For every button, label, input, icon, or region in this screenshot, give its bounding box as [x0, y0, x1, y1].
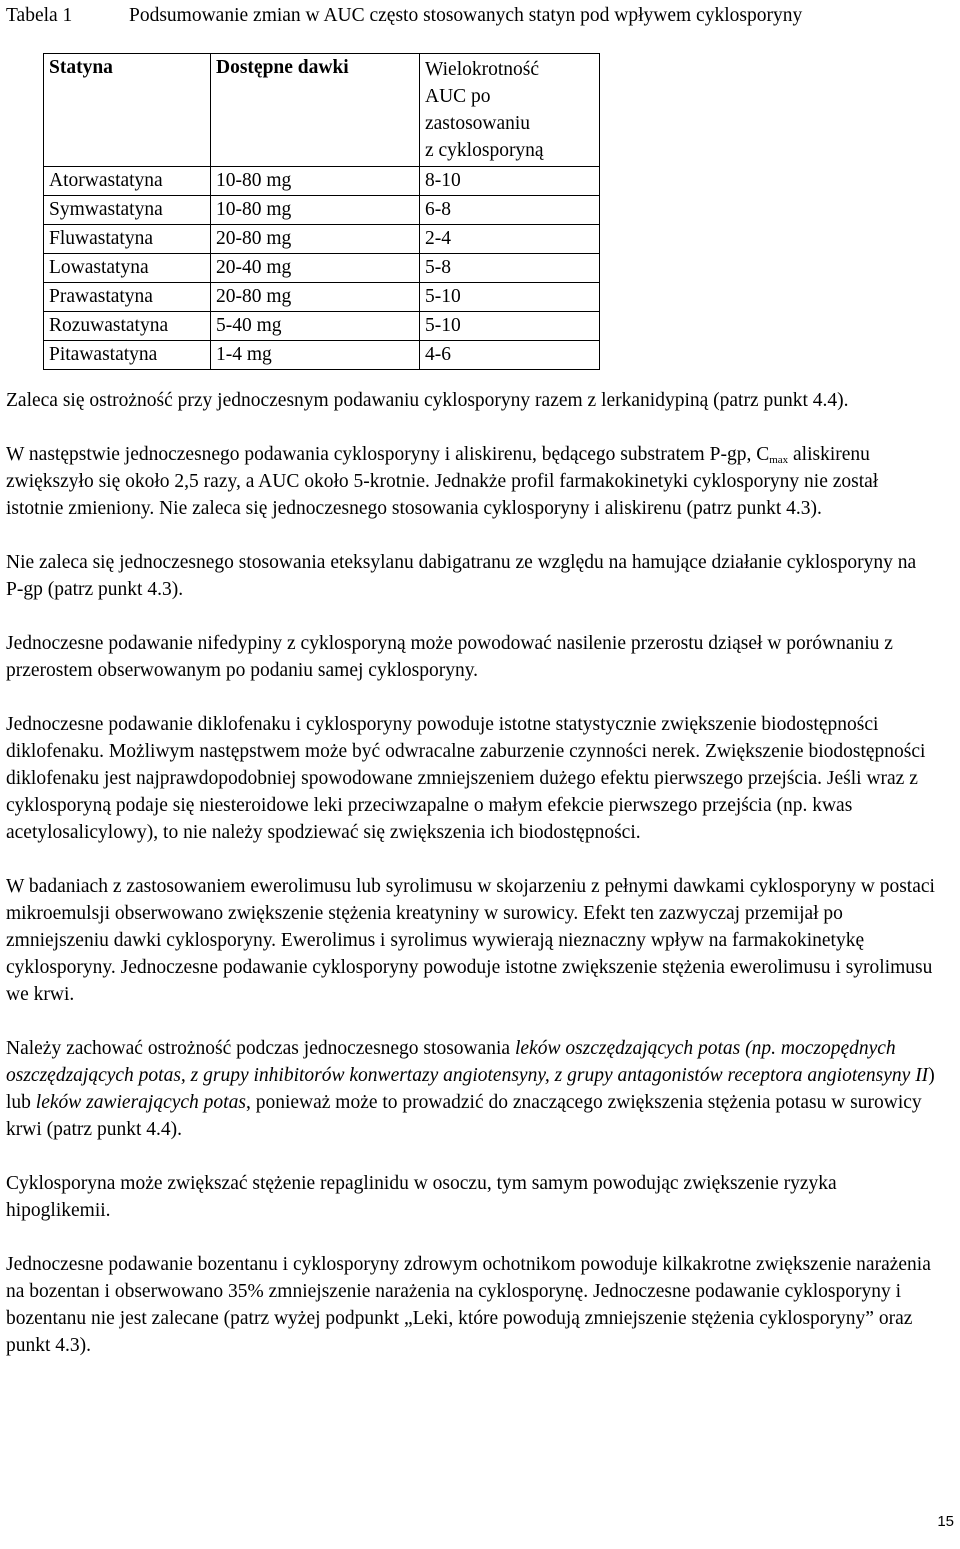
paragraph-potas: [6, 1035, 936, 1143]
cell-dawki: 10-80 mg: [211, 196, 420, 225]
paragraph-diklofenak: Jednoczesne podawanie diklofenaku i cyklosporyny powoduje istotne statystycznie zwiększenie biodostępności diklofenaku. Możliwym następstwem może być odwracalne zaburzenie czynności nerek. Zwiększenie biodostępności diklofenaku jest najprawdopodobniej spowodowane zmniejszeniem dużego efektu pierwszego przejścia. Jeśli wraz z cyklosporyną podaje się niesteroidowe leki przeciwzapalne o małym efekcie pierwszego przejścia (np. kwas acetylosalicylowy), to nie należy spodziewać się zwiększenia ich biodostępności.: [6, 714, 926, 843]
table-row: [44, 225, 600, 254]
cell-statyna: Fluwastatyna: [44, 225, 211, 254]
cmax-subscript: max: [769, 454, 789, 466]
page-number: 15: [937, 1513, 954, 1530]
paragraph-potas-italic-1: leków oszczędzających potas (np. moczopędnych oszczędzających potas, z grupy inhibitorów konwertazy angiotensyny, z grupy antagonistów receptora angiotensyny II: [6, 1038, 929, 1086]
cell-auc: 8-10: [420, 167, 600, 196]
cell-dawki: 20-40 mg: [211, 254, 420, 283]
paragraph-potas-part-a: Należy zachować ostrożność podczas jednoczesnego stosowania: [6, 1038, 515, 1059]
body-text: [6, 387, 936, 1386]
paragraph-bozentan: Jednoczesne podawanie bozentanu i cyklosporyny zdrowym ochotnikom powoduje kilkakrotne zwiększenie narażenia na bozentan i obserwowano 35% zmniejszenie narażenia na cyklosporynę. Jednoczesne podawanie cyklosporyny i bozentanu nie jest zalecane (patrz wyżej podpunkt „Leki, które powodują zmniejszenie stężenia cyklosporyny” oraz punkt 4.3).: [6, 1254, 931, 1356]
cell-auc: 6-8: [420, 196, 600, 225]
paragraph-potas-part-c: , ponieważ może to prowadzić do znaczącego zwiększenia stężenia potasu w surowicy krwi (patrz punkt 4.4).: [6, 1092, 922, 1140]
paragraph-lerkanidypina: Zaleca się ostrożność przy jednoczesnym podawaniu cyklosporyny razem z lerkanidypiną (patrz punkt 4.4).: [6, 390, 849, 411]
cell-statyna: Rozuwastatyna: [44, 312, 211, 341]
cell-statyna: Pitawastatyna: [44, 341, 211, 370]
table-row: [44, 254, 600, 283]
header-statyna: Statyna: [44, 54, 211, 167]
paragraph-potas-part-b: ) lub: [6, 1065, 935, 1113]
paragraph-aliskiren: [6, 441, 936, 522]
cell-statyna: Prawastatyna: [44, 283, 211, 312]
cell-auc: 5-10: [420, 312, 600, 341]
cell-auc: 5-8: [420, 254, 600, 283]
paragraph-potas-italic-2: leków zawierających potas: [35, 1092, 246, 1113]
cell-statyna: Lowastatyna: [44, 254, 211, 283]
cell-auc: 2-4: [420, 225, 600, 254]
table-row: [44, 167, 600, 196]
table-row: [44, 196, 600, 225]
table-label: Tabela 1: [6, 5, 73, 26]
paragraph-repaglinid: Cyklosporyna może zwiększać stężenie repaglinidu w osoczu, tym samym powodując zwiększenie ryzyka hipoglikemii.: [6, 1173, 837, 1221]
cell-dawki: 10-80 mg: [211, 167, 420, 196]
cell-auc: 5-10: [420, 283, 600, 312]
cell-dawki: 20-80 mg: [211, 283, 420, 312]
cell-statyna: Symwastatyna: [44, 196, 211, 225]
header-auc: Wielokrotność AUC po zastosowaniu z cyklosporyną: [420, 54, 600, 167]
paragraph-ewerolimus: W badaniach z zastosowaniem ewerolimusu lub syrolimusu w skojarzeniu z pełnymi dawkami cyklosporyny w postaci mikroemulsji obserwowano zwiększenie stężenia kreatyniny w surowicy. Efekt ten zazwyczaj przemijał po zmniejszeniu dawki cyklosporyny. Ewerolimus i syrolimus wywierają nieznaczny wpływ na farmakokinetykę cyklosporyny. Jednoczesne podawanie cyklosporyny powoduje istotne zwiększenie stężenia ewerolimusu i syrolimusu we krwi.: [6, 876, 935, 1005]
table-caption: [6, 2, 936, 29]
cell-dawki: 1-4 mg: [211, 341, 420, 370]
table-title: Podsumowanie zmian w AUC często stosowanych statyn pod wpływem cyklosporyny: [129, 5, 803, 26]
paragraph-aliskiren-part-b: aliskirenu zwiększyło się około 2,5 razy, a AUC około 5-krotnie. Jednakże profil farmakokinetyki cyklosporyny nie został istotnie zmieniony. Nie zaleca się jednoczesnego stosowania cyklosporyny i aliskirenu (patrz punkt 4.3).: [6, 444, 879, 519]
statin-auc-table: [43, 53, 600, 370]
table-row: [44, 283, 600, 312]
paragraph-aliskiren-part-a: W następstwie jednoczesnego podawania cyklosporyny i aliskirenu, będącego substratem P-gp, C: [6, 444, 770, 465]
cell-dawki: 20-80 mg: [211, 225, 420, 254]
table-header-row: [44, 54, 600, 167]
paragraph-dabigatran: Nie zaleca się jednoczesnego stosowania eteksylanu dabigatranu ze względu na hamujące działanie cyklosporyny na P-gp (patrz punkt 4.3).: [6, 552, 917, 600]
table-row: [44, 341, 600, 370]
table-row: [44, 312, 600, 341]
cell-auc: 4-6: [420, 341, 600, 370]
paragraph-nifedypina: Jednoczesne podawanie nifedypiny z cyklosporyną może powodować nasilenie przerostu dziąseł w porównaniu z przerostem obserwowanym po podaniu samej cyklosporyny.: [6, 633, 893, 681]
cell-statyna: Atorwastatyna: [44, 167, 211, 196]
cell-dawki: 5-40 mg: [211, 312, 420, 341]
header-dawki: Dostępne dawki: [211, 54, 420, 167]
